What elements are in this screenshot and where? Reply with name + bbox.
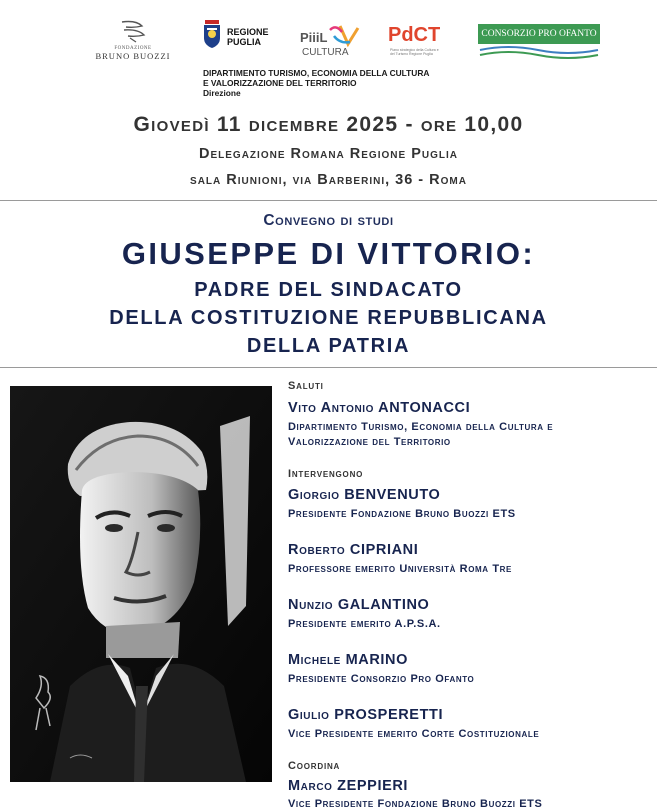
piil-cultura-icon bbox=[300, 22, 366, 66]
coordinator-last-name: ZEPPIERI bbox=[337, 778, 409, 794]
puglia-name bbox=[227, 27, 269, 47]
ofanto-waves-icon bbox=[478, 44, 600, 62]
pact-logo bbox=[388, 22, 450, 62]
divider-top bbox=[0, 200, 657, 201]
event-venue-line1: Delegazione Romana Regione Puglia bbox=[199, 146, 458, 162]
speaker-last-name: BENVENUTO bbox=[344, 487, 441, 503]
speaker-role: Presidente Fondazione Bruno Buozzi ETS bbox=[288, 508, 516, 520]
speaker-role: Professore emerito Università Roma Tre bbox=[288, 563, 512, 575]
conference-subtitle-1: PADRE DEL SINDACATO bbox=[194, 279, 463, 301]
speaker-role: Presidente emerito A.P.S.A. bbox=[288, 618, 441, 630]
coordinator-role: Vice Presidente Fondazione Bruno Buozzi ETS bbox=[288, 798, 543, 810]
puglia-coat-of-arms-icon bbox=[203, 20, 221, 48]
speaker-name bbox=[288, 487, 440, 503]
speaker-first-name: Giulio bbox=[288, 707, 330, 723]
department-direzione: Direzione bbox=[203, 88, 241, 98]
speaker-first-name: Roberto bbox=[288, 542, 346, 558]
pact-mark-icon bbox=[388, 22, 450, 46]
department-line2: E VALORIZZAZIONE DEL TERRITORIO bbox=[203, 78, 357, 88]
speaker-last-name: ANTONACCI bbox=[378, 400, 471, 416]
portrait-drawing bbox=[10, 386, 272, 782]
speaker-name bbox=[288, 652, 408, 668]
piil-top-text: PiiiL bbox=[300, 30, 328, 45]
department-line1: DIPARTIMENTO TURISMO, ECONOMIA DELLA CULTURA bbox=[203, 68, 430, 78]
conference-title: GIUSEPPE DI VITTORIO: bbox=[121, 236, 536, 271]
speaker-role: Presidente Consorzio Pro Ofanto bbox=[288, 673, 475, 685]
saluti-speaker-role-1: Dipartimento Turismo, Economia della Cultura e bbox=[288, 421, 554, 433]
coordinator-name bbox=[288, 778, 408, 794]
department-block bbox=[203, 68, 429, 98]
speaker-first-name: Giorgio bbox=[288, 487, 340, 503]
speaker-name bbox=[288, 542, 418, 558]
saluti-speaker-role-2: Valorizzazione del Territorio bbox=[288, 436, 451, 448]
intervengono-label: Intervengono bbox=[288, 468, 364, 480]
speaker-last-name: GALANTINO bbox=[337, 597, 430, 613]
speaker-last-name: PROSPERETTI bbox=[334, 707, 444, 723]
speaker-last-name: MARINO bbox=[345, 652, 408, 668]
conference-kind: Convegno di studi bbox=[263, 212, 394, 229]
piil-bottom-text: CULTURA bbox=[302, 47, 349, 58]
fondazione-buozzi-logo bbox=[88, 18, 178, 68]
speaker-first-name: Michele bbox=[288, 652, 341, 668]
event-venue-line2: sala Riunioni, via Barberini, 36 - Roma bbox=[190, 172, 467, 188]
piil-cultura-logo bbox=[300, 22, 366, 66]
event-date: Giovedì 11 dicembre 2025 - ore 10,00 bbox=[133, 113, 524, 136]
divider-middle bbox=[0, 367, 657, 368]
speaker-first-name: Vito Antonio bbox=[288, 400, 375, 416]
pact-mark-text: PdCT bbox=[388, 24, 441, 46]
puglia-line2: PUGLIA bbox=[227, 37, 262, 47]
buozzi-small-label: FONDAZIONE bbox=[114, 46, 152, 51]
logo-band bbox=[0, 0, 657, 110]
ofanto-banner: CONSORZIO PRO OFANTO bbox=[478, 24, 600, 44]
coordina-label: Coordina bbox=[288, 760, 341, 772]
regione-puglia-logo bbox=[203, 20, 283, 54]
buozzi-big-label: BRUNO BUOZZI bbox=[95, 51, 171, 61]
consorzio-ofanto-logo bbox=[478, 24, 600, 64]
speaker-name bbox=[288, 597, 429, 613]
coordinator-first-name: Marco bbox=[288, 778, 333, 794]
speaker-name bbox=[288, 707, 443, 723]
speaker-role: Vice Presidente emerito Corte Costituzionale bbox=[288, 728, 540, 740]
saluti-speaker-name bbox=[288, 400, 470, 416]
saluti-label: Saluti bbox=[288, 380, 324, 392]
pact-subtitle: Piano strategico della Cultura e del Turismo Regione Puglia bbox=[390, 48, 439, 56]
conference-subtitle-3: DELLA PATRIA bbox=[246, 335, 411, 357]
speaker-last-name: CIPRIANI bbox=[349, 542, 419, 558]
buozzi-mark-icon bbox=[116, 18, 150, 44]
conference-subtitle-2: DELLA COSTITUZIONE REPUBBLICANA bbox=[109, 307, 548, 329]
puglia-line1: REGIONE bbox=[227, 27, 269, 37]
portrait-image bbox=[10, 386, 272, 782]
speaker-first-name: Nunzio bbox=[288, 597, 334, 613]
